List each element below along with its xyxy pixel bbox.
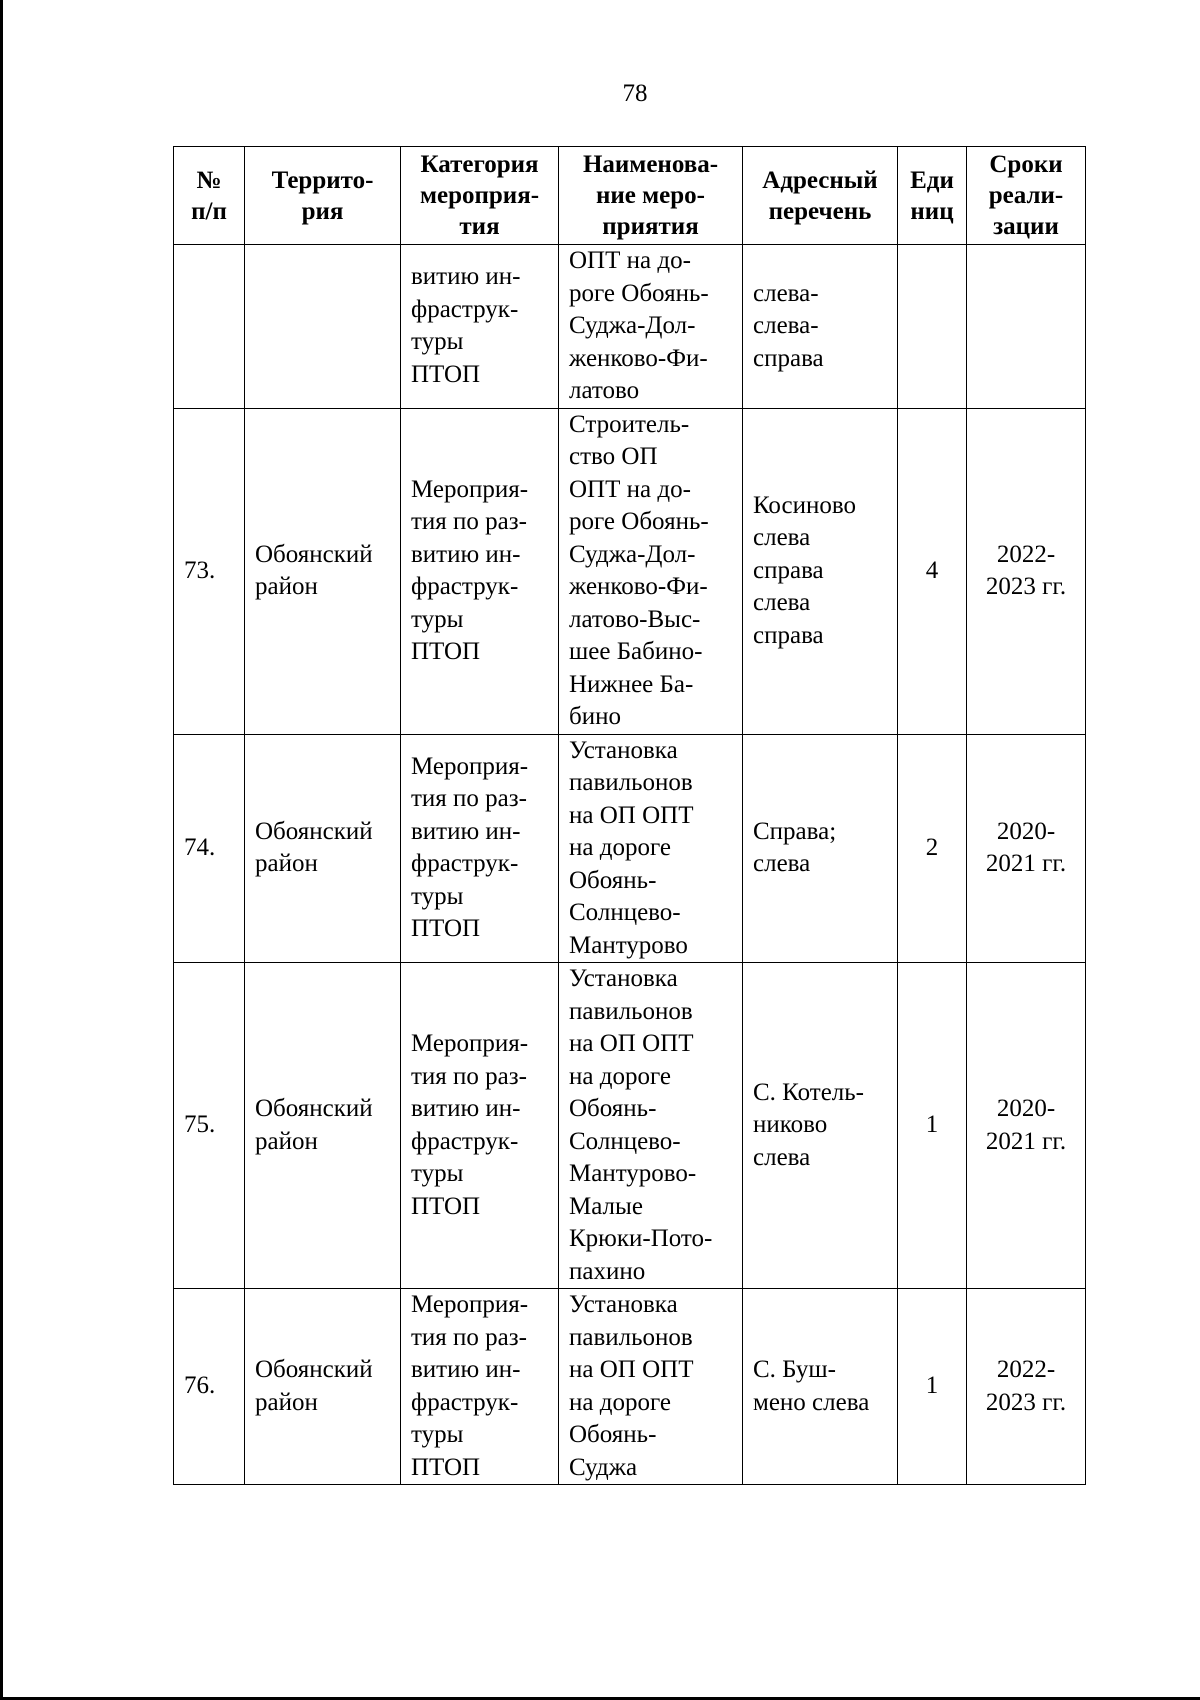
cell-units: 2 (898, 734, 967, 963)
header-units: Еди ниц (898, 147, 967, 245)
cell-address: С. Буш- мено слева (743, 1289, 898, 1485)
page-number: 78 (622, 80, 648, 107)
cell-address: С. Котель- никово слева (743, 963, 898, 1289)
cell-units: 4 (898, 408, 967, 734)
cell-name: Установка павильонов на ОП ОПТ на дороге Обоянь- Суджа (559, 1289, 743, 1485)
cell-territory: Обоянский район (245, 408, 401, 734)
header-name: Наименова- ние меро- приятия (559, 147, 743, 245)
header-terms: Сроки реали- зации (967, 147, 1086, 245)
cell-terms (967, 245, 1086, 409)
table-row (174, 1289, 1086, 1485)
cell-category: Мероприя- тия по раз- витию ин- фраструк- туры ПТОП (401, 734, 559, 963)
cell-address: слева- слева- справа (743, 245, 898, 409)
cell-territory (245, 245, 401, 409)
cell-terms: 2022- 2023 гг. (967, 1289, 1086, 1485)
cell-category: Мероприя- тия по раз- витию ин- фраструк- туры ПТОП (401, 963, 559, 1289)
header-territory: Террито- рия (245, 147, 401, 245)
cell-units (898, 245, 967, 409)
header-category: Категория мероприя- тия (401, 147, 559, 245)
cell-name: ОПТ на до- роге Обоянь- Суджа-Дол- женково-Фи- латово (559, 245, 743, 409)
cell-territory: Обоянский район (245, 1289, 401, 1485)
cell-territory: Обоянский район (245, 734, 401, 963)
cell-num: 73. (174, 408, 245, 734)
table-row (174, 734, 1086, 963)
header-num: № п/п (174, 147, 245, 245)
cell-num (174, 245, 245, 409)
cell-name: Строитель- ство ОП ОПТ на до- роге Обоянь- Суджа-Дол- женково-Фи- латово-Выс- шее Бабино- Нижнее Ба- бино (559, 408, 743, 734)
cell-category: Мероприя- тия по раз- витию ин- фраструк- туры ПТОП (401, 408, 559, 734)
table-row (174, 963, 1086, 1289)
scan-edge-left (0, 0, 3, 1700)
cell-address: Справа; слева (743, 734, 898, 963)
cell-territory: Обоянский район (245, 963, 401, 1289)
cell-units: 1 (898, 1289, 967, 1485)
cell-address: Косиново слева справа слева справа (743, 408, 898, 734)
activities-table (173, 146, 1086, 1485)
cell-num: 75. (174, 963, 245, 1289)
table-row-continued (174, 245, 1086, 409)
cell-name: Установка павильонов на ОП ОПТ на дороге Обоянь- Солнцево- Мантурово- Малые Крюки-Пото- пахино (559, 963, 743, 1289)
cell-terms: 2022- 2023 гг. (967, 408, 1086, 734)
cell-category: витию ин- фраструк- туры ПТОП (401, 245, 559, 409)
cell-terms: 2020- 2021 гг. (967, 963, 1086, 1289)
cell-terms: 2020- 2021 гг. (967, 734, 1086, 963)
cell-num: 76. (174, 1289, 245, 1485)
cell-name: Установка павильонов на ОП ОПТ на дороге Обоянь- Солнцево- Мантурово (559, 734, 743, 963)
table-row (174, 408, 1086, 734)
cell-units: 1 (898, 963, 967, 1289)
header-address: Адресный перечень (743, 147, 898, 245)
cell-category: Мероприя- тия по раз- витию ин- фраструк- туры ПТОП (401, 1289, 559, 1485)
cell-num: 74. (174, 734, 245, 963)
table-header-row (174, 147, 1086, 245)
